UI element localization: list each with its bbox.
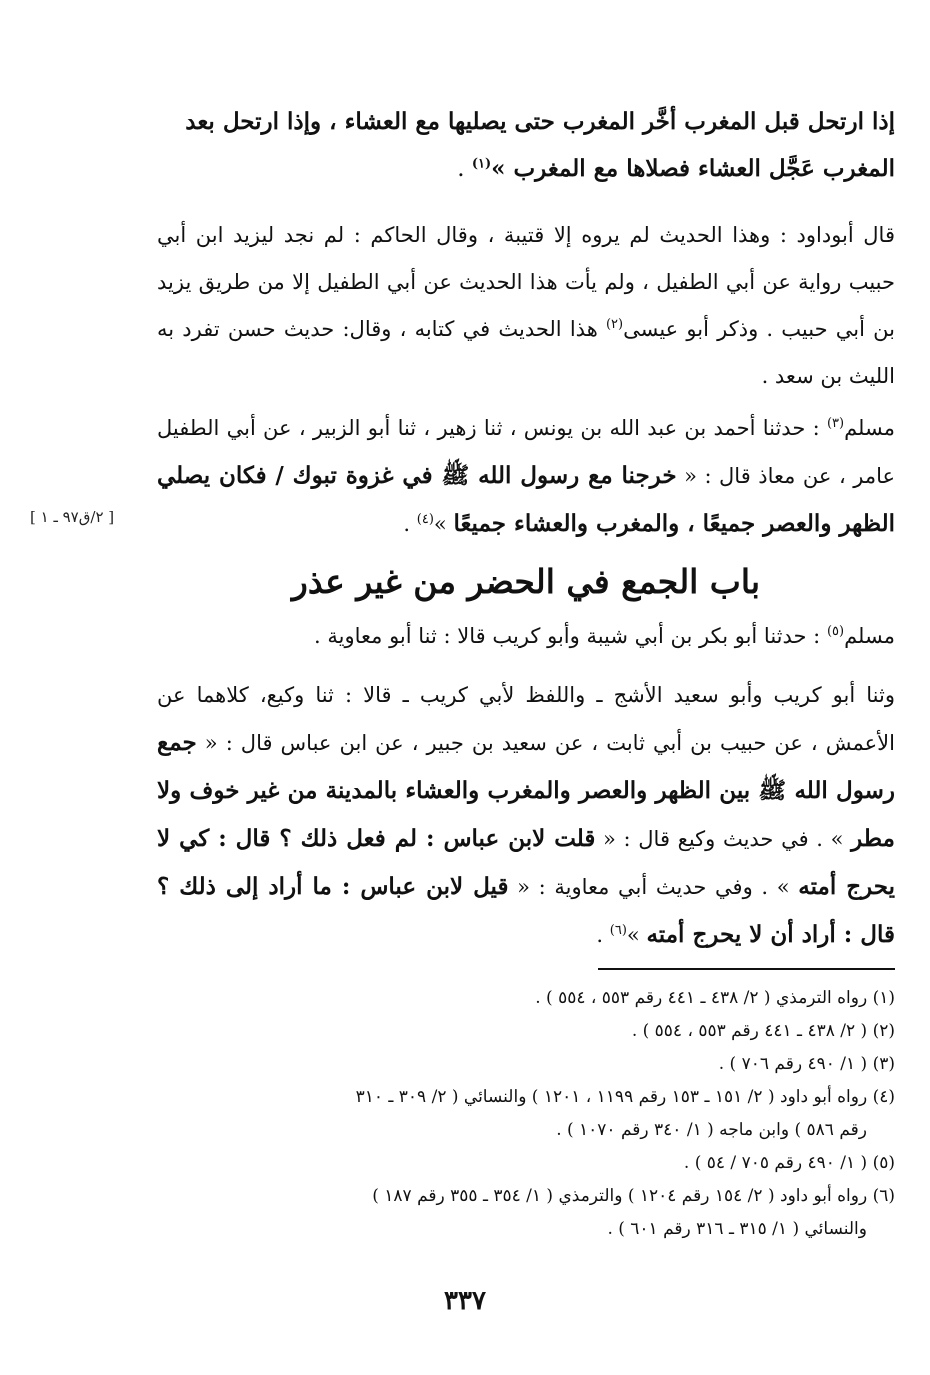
- paragraph-2-text-a: قال أبوداود : وهذا الحديث لم يروه إلا قتيبة ، وقال الحاكم : لم نجد ليزيد ابن أبي حبيب رواية عن أبي الطفيل ، ولم يأت هذا الحديث عن أبي الطفيل إلا من طريق يزيد بن أبي حبيب . وذكر أبو عيسى: [157, 223, 895, 341]
- paragraph-3-text-a: : حدثنا أحمد بن عبد الله بن يونس ، ثنا زهير ، ثنا أبو الزبير ، عن أبي الطفيل عامر ، عن معاذ قال : «: [157, 416, 895, 488]
- paragraph-3-text-b: »: [433, 512, 454, 536]
- footnote-ref-3[interactable]: (٣): [826, 416, 845, 431]
- paragraph-5-bold-b: قلت لابن عباس : لم فعل ذلك ؟ قال : كي لا يحرج أمته: [157, 825, 895, 900]
- paragraph-1-end: .: [457, 156, 472, 182]
- paragraph-3-end: .: [403, 512, 417, 536]
- paragraph-1-line-2: [157, 145, 895, 193]
- footnote-divider: [598, 968, 895, 970]
- paragraph-4-text: [157, 613, 895, 660]
- footnote-3: (٣) ( ١/ ٤٩٠ رقم ٧٠٦ ) .: [718, 1054, 895, 1074]
- footnote-ref-6[interactable]: (٦): [609, 923, 627, 938]
- footnote-6-continuation: والنسائي ( ١/ ٣١٥ ـ ٣١٦ رقم ٦٠١ ) .: [607, 1219, 867, 1239]
- paragraph-2-text: [157, 212, 895, 400]
- paragraph-5-bold-a: جمع رسول الله ﷺ بين الظهر والعصر والمغرب والعشاء بالمدينة من غير خوف ولا مطر: [157, 729, 895, 852]
- paragraph-3-text: [157, 405, 895, 548]
- paragraph-5-text-d: »: [626, 923, 647, 947]
- footnote-ref-2[interactable]: (٢): [605, 317, 624, 332]
- footnote-6: (٦) رواه أبو داود ( ٢/ ١٥٤ رقم ١٢٠٤ ) والترمذي ( ١/ ٣٥٤ ـ ٣٥٥ رقم ١٨٧ ): [372, 1186, 895, 1206]
- paragraph-5-text-b: » . في حديث وكيع قال : «: [595, 827, 852, 851]
- footnote-2: (٢) ( ٢/ ٤٣٨ ـ ٤٤١ رقم ٥٥٣ ، ٥٥٤ ) .: [631, 1021, 895, 1041]
- paragraph-5-end: .: [596, 923, 610, 947]
- footnote-4-continuation: رقم ٥٨٦ ) وابن ماجه ( ١/ ٣٤٠ رقم ١٠٧٠ ) .: [556, 1120, 867, 1140]
- paragraph-5-bold-c: قيل لابن عباس : ما أراد إلى ذلك ؟ قال : أراد أن لا يحرج أمته: [157, 873, 895, 948]
- footnote-ref-5[interactable]: (٥): [826, 624, 845, 639]
- paragraph-2-text-b: هذا الحديث في كتابه ، وقال: حديث حسن تفرد به الليث بن سعد .: [157, 317, 895, 388]
- paragraph-5: [157, 672, 895, 959]
- paragraph-3-lead: مسلم: [844, 416, 895, 440]
- paragraph-5-text-c: » . وفي حديث أبي معاوية : «: [508, 875, 799, 899]
- footnote-5: (٥) ( ١/ ٤٩٠ رقم ٧٠٥ / ٥٤ ) .: [683, 1153, 895, 1173]
- footnote-1: (١) رواه الترمذي ( ٢/ ٤٣٨ ـ ٤٤١ رقم ٥٥٣ ، ٥٥٤ ) .: [535, 988, 895, 1008]
- paragraph-1-line-2-text: المغرب عَجَّل العشاء فصلاها مع المغرب »: [491, 155, 895, 182]
- paragraph-1-line-1: إذا ارتحل قبل المغرب أخَّر المغرب حتى يصليها مع العشاء ، وإذا ارتحل بعد: [185, 108, 895, 135]
- footnote-ref-1[interactable]: (١): [471, 156, 492, 172]
- paragraph-5-text-a: وثنا أبو كريب وأبو سعيد الأشج ـ واللفظ لأبي كريب ـ قالا : ثنا وكيع، كلاهما عن الأعمش ، عن حبيب بن أبي ثابت ، عن سعيد بن جبير ، عن ابن عباس قال : «: [157, 683, 895, 755]
- page-number: ٣٣٧: [444, 1286, 486, 1316]
- margin-note: [ ٢/ق٩٧ ـ ١ ]: [30, 508, 115, 526]
- paragraph-2: [157, 212, 895, 400]
- paragraph-4-lead: مسلم: [844, 624, 895, 648]
- footnotes: [157, 982, 895, 1246]
- paragraph-1: [157, 98, 895, 193]
- footnote-ref-4[interactable]: (٤): [416, 512, 434, 527]
- paragraph-4: [157, 613, 895, 660]
- paragraph-5-text: [157, 672, 895, 959]
- chapter-heading: باب الجمع في الحضر من غير عذر: [291, 562, 761, 601]
- paragraph-3-bold: خرجنا مع رسول الله ﷺ في غزوة تبوك / فكان يصلي الظهر والعصر جميعًا ، والمغرب والعشاء جميعًا: [157, 462, 895, 537]
- footnote-4: (٤) رواه أبو داود ( ٢/ ١٥١ ـ ١٥٣ رقم ١١٩٩ ، ١٢٠١ ) والنسائي ( ٢/ ٣٠٩ ـ ٣١٠: [355, 1087, 895, 1107]
- paragraph-3: [157, 405, 895, 548]
- paragraph-4-body: : حدثنا أبو بكر بن أبي شيبة وأبو كريب قالا : ثنا أبو معاوية .: [314, 624, 827, 648]
